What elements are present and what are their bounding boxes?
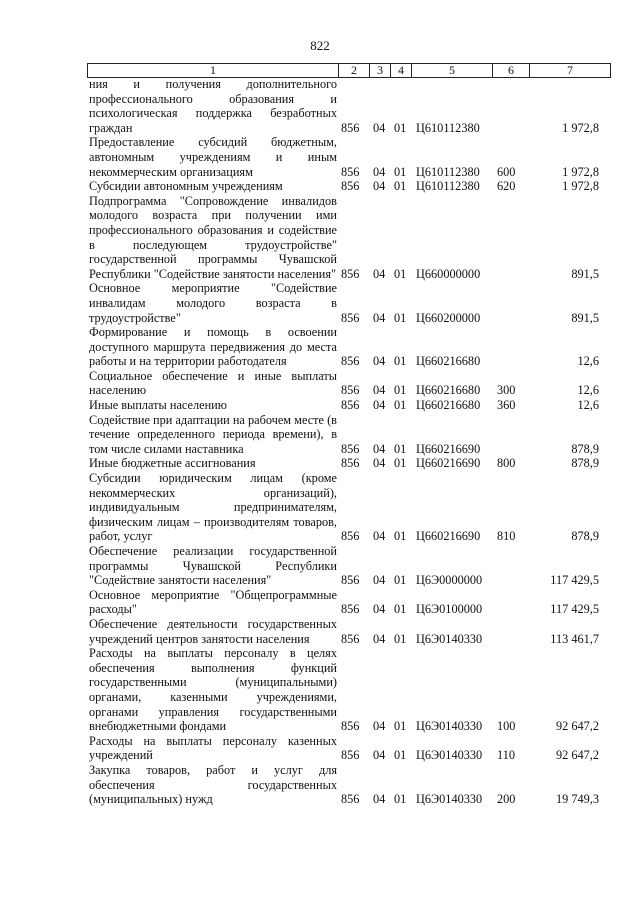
table-row	[87, 763, 607, 807]
row-description: Социальное обеспечение и иные выплаты населению	[89, 368, 337, 398]
table-row	[87, 77, 607, 135]
table-row	[87, 588, 607, 617]
row-subsection-code: 01	[394, 441, 407, 456]
row-section-code: 04	[373, 179, 386, 194]
row-ministry-code: 856	[341, 573, 360, 588]
row-expense-type: 300	[497, 383, 516, 398]
row-ministry-code: 856	[341, 120, 360, 135]
row-expense-type: 810	[497, 529, 516, 544]
row-target-article: Ц660216690	[416, 456, 481, 471]
row-ministry-code: 856	[341, 441, 360, 456]
row-target-article: Ц610112380	[416, 164, 480, 179]
row-section-code: 04	[373, 354, 386, 369]
table-row	[87, 646, 607, 734]
row-amount: 1 972,8	[562, 164, 599, 179]
row-description: Подпрограмма "Сопровождение инвалидов молодого возраста при получении ими профессионального образования и содействие в последующем трудоустройстве" государственной программы Чувашской Республики "Содействие занятости населения"	[89, 193, 337, 281]
budget-table-body	[87, 77, 607, 807]
column-header-6: 6	[493, 64, 530, 78]
row-description: Основное мероприятие "Содействие инвалидам молодого возраста в трудоустройстве"	[89, 281, 337, 325]
table-row	[87, 369, 607, 398]
row-section-code: 04	[373, 573, 386, 588]
row-ministry-code: 856	[341, 179, 360, 194]
row-subsection-code: 01	[394, 266, 407, 281]
column-header-2: 2	[339, 64, 370, 78]
row-target-article: Ц6Э0000000	[416, 573, 483, 588]
table-row	[87, 281, 607, 325]
row-amount: 12,6	[577, 383, 599, 398]
row-section-code: 04	[373, 120, 386, 135]
table-row	[87, 398, 607, 413]
row-ministry-code: 856	[341, 602, 360, 617]
row-description: Расходы на выплаты персоналу казенных учреждений	[89, 733, 337, 763]
table-row	[87, 471, 607, 544]
row-subsection-code: 01	[394, 792, 407, 807]
row-section-code: 04	[373, 441, 386, 456]
row-target-article: Ц6Э0100000	[416, 602, 483, 617]
row-description: Иные бюджетные ассигнования	[89, 456, 256, 471]
row-ministry-code: 856	[341, 529, 360, 544]
row-description: Закупка товаров, работ и услуг для обеспечения государственных (муниципальных) нужд	[89, 762, 337, 807]
table-row	[87, 456, 607, 471]
row-subsection-code: 01	[394, 529, 407, 544]
row-target-article: Ц660216690	[416, 529, 481, 544]
row-target-article: Ц660000000	[416, 266, 481, 281]
table-row	[87, 179, 607, 194]
column-header-table	[87, 63, 611, 78]
row-description: Иные выплаты населению	[89, 398, 227, 413]
row-amount: 92 647,2	[555, 748, 599, 763]
row-amount: 117 429,5	[550, 602, 599, 617]
table-row	[87, 544, 607, 588]
row-expense-type: 100	[497, 719, 516, 734]
row-section-code: 04	[373, 719, 386, 734]
row-description: Формирование и помощь в освоении доступного маршрута передвижения до места работы и на территории работодателя	[89, 325, 337, 369]
row-description: Предоставление субсидий бюджетным, автономным учреждениям и иным некоммерческим организациям	[89, 135, 337, 179]
row-ministry-code: 856	[341, 792, 360, 807]
row-amount: 12,6	[577, 354, 599, 369]
row-subsection-code: 01	[394, 456, 407, 471]
row-description: Субсидии юридическим лицам (кроме некоммерческих организаций), индивидуальным предпринимателям, физическим лицам – производителям товаров, работ, услуг	[89, 471, 337, 544]
row-ministry-code: 856	[341, 383, 360, 398]
row-subsection-code: 01	[394, 164, 407, 179]
row-ministry-code: 856	[341, 354, 360, 369]
row-subsection-code: 01	[394, 573, 407, 588]
row-ministry-code: 856	[341, 266, 360, 281]
row-description: ния и получения дополнительного профессионального образования и психологическая поддержка безработных граждан	[89, 77, 337, 135]
table-row	[87, 617, 607, 646]
row-target-article: Ц6Э0140330	[416, 719, 483, 734]
row-ministry-code: 856	[341, 719, 360, 734]
row-expense-type: 620	[497, 179, 516, 194]
row-ministry-code: 856	[341, 748, 360, 763]
page-number: 822	[310, 38, 330, 53]
row-amount: 117 429,5	[550, 573, 599, 588]
row-expense-type: 360	[497, 398, 516, 413]
row-section-code: 04	[373, 266, 386, 281]
row-amount: 878,9	[571, 441, 599, 456]
row-expense-type: 600	[497, 164, 516, 179]
column-header-4: 4	[391, 64, 412, 78]
row-section-code: 04	[373, 310, 386, 325]
column-header-7: 7	[530, 64, 611, 78]
row-section-code: 04	[373, 529, 386, 544]
row-section-code: 04	[373, 631, 386, 646]
row-description: Субсидии автономным учреждениям	[89, 179, 283, 194]
row-section-code: 04	[373, 398, 386, 413]
row-ministry-code: 856	[341, 456, 360, 471]
row-section-code: 04	[373, 792, 386, 807]
row-subsection-code: 01	[394, 383, 407, 398]
row-target-article: Ц610112380	[416, 179, 480, 194]
row-description: Обеспечение деятельности государственных учреждений центров занятости населения	[89, 616, 337, 646]
row-expense-type: 110	[497, 748, 515, 763]
row-section-code: 04	[373, 748, 386, 763]
row-section-code: 04	[373, 456, 386, 471]
row-ministry-code: 856	[341, 310, 360, 325]
table-row	[87, 325, 607, 369]
row-amount: 19 749,3	[555, 792, 599, 807]
row-description: Расходы на выплаты персоналу в целях обеспечения выполнения функций государственными (муниципальными) органами, казенными учреждениями, органами управления государственными внебюджетными фондами	[89, 646, 337, 734]
row-amount: 1 972,8	[562, 120, 599, 135]
row-target-article: Ц660200000	[416, 310, 481, 325]
row-subsection-code: 01	[394, 120, 407, 135]
row-target-article: Ц660216680	[416, 383, 481, 398]
row-description: Основное мероприятие "Общепрограммные расходы"	[89, 587, 337, 617]
row-amount: 113 461,7	[550, 631, 599, 646]
row-subsection-code: 01	[394, 310, 407, 325]
table-row	[87, 734, 607, 763]
row-target-article: Ц660216680	[416, 398, 481, 413]
row-target-article: Ц660216690	[416, 441, 481, 456]
row-subsection-code: 01	[394, 631, 407, 646]
row-expense-type: 200	[497, 792, 516, 807]
row-amount: 92 647,2	[555, 719, 599, 734]
row-amount: 891,5	[571, 310, 599, 325]
row-section-code: 04	[373, 602, 386, 617]
column-header-1: 1	[88, 64, 339, 78]
row-ministry-code: 856	[341, 164, 360, 179]
row-section-code: 04	[373, 383, 386, 398]
row-expense-type: 800	[497, 456, 516, 471]
row-subsection-code: 01	[394, 398, 407, 413]
row-ministry-code: 856	[341, 631, 360, 646]
row-subsection-code: 01	[394, 719, 407, 734]
row-ministry-code: 856	[341, 398, 360, 413]
row-subsection-code: 01	[394, 748, 407, 763]
row-subsection-code: 01	[394, 354, 407, 369]
row-amount: 878,9	[571, 456, 599, 471]
row-target-article: Ц6Э0140330	[416, 792, 483, 807]
column-header-5: 5	[412, 64, 493, 78]
row-amount: 891,5	[571, 266, 599, 281]
column-header-3: 3	[370, 64, 391, 78]
table-row	[87, 135, 607, 179]
row-amount: 1 972,8	[562, 179, 599, 194]
row-section-code: 04	[373, 164, 386, 179]
row-amount: 878,9	[571, 529, 599, 544]
row-target-article: Ц6Э0140330	[416, 631, 483, 646]
row-subsection-code: 01	[394, 602, 407, 617]
row-description: Содействие при адаптации на рабочем месте (в течение определенного периода времени), в том числе силами наставника	[89, 412, 337, 456]
row-target-article: Ц660216680	[416, 354, 481, 369]
table-row	[87, 413, 607, 457]
row-subsection-code: 01	[394, 179, 407, 194]
table-row	[87, 194, 607, 282]
row-target-article: Ц6Э0140330	[416, 748, 483, 763]
row-amount: 12,6	[577, 398, 599, 413]
row-description: Обеспечение реализации государственной программы Чувашской Республики "Содействие занятости населения"	[89, 544, 337, 588]
row-target-article: Ц610112380	[416, 120, 480, 135]
